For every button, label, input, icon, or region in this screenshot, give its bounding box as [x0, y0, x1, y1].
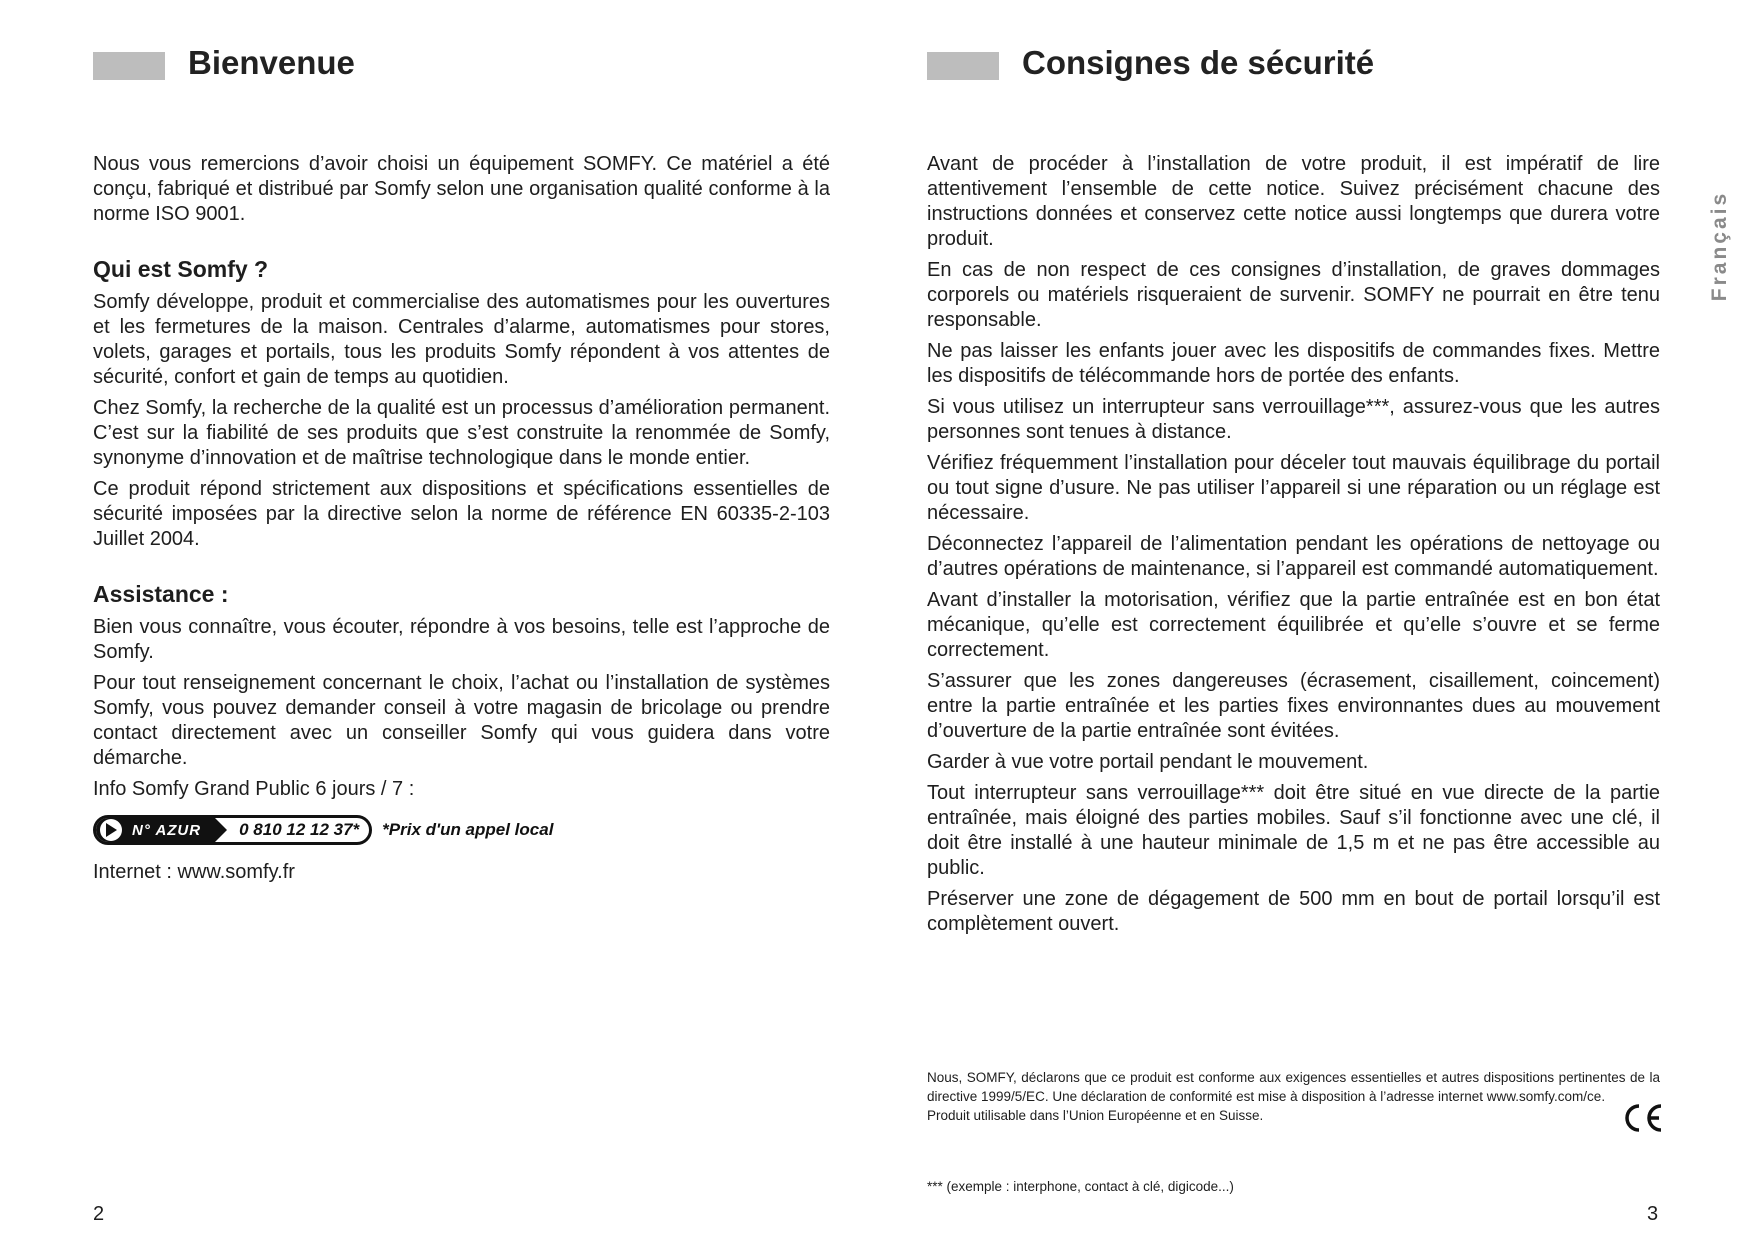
safety-paragraph: S’assurer que les zones dangereuses (écrasement, cisaillement, coincement) entre la partie entraînée et les parties fixes environnantes dues au mouvement d’ouverture de la partie entraînée sont évitées.	[927, 670, 1660, 742]
safety-paragraph: Tout interrupteur sans verrouillage*** doit être situé en vue directe de la partie entraînée, mais éloigné des parties mobiles. Sauf s’il fonctionne avec une clé, il doit être installé à une hauteur minimale de 1,5 m et ne pas être accessible au public.	[927, 782, 1660, 879]
safety-paragraph: Garder à vue votre portail pendant le mouvement.	[927, 751, 1369, 773]
azur-pill	[93, 815, 372, 845]
title-marker-bar	[93, 52, 165, 80]
paragraph: Chez Somfy, la recherche de la qualité est un processus d’amélioration permanent. C’est sur la fiabilité de ses produits que s’est construite la renommée de Somfy, synonyme d’innovation et de maîtrise technologique dans le monde entier.	[93, 397, 830, 469]
right-page	[927, 40, 1660, 943]
safety-paragraph: Avant d’installer la motorisation, vérifiez que la partie entraînée est en bon état mécanique, qu’elle est correctement équilibrée et qu’elle s’ouvre et se ferme correctement.	[927, 589, 1660, 661]
play-arrow-icon	[100, 819, 122, 841]
safety-paragraph: Déconnectez l’appareil de l’alimentation pendant les opérations de nettoyage ou d’autres opérations de maintenance, si l’appareil est commandé automatiquement.	[927, 533, 1660, 580]
paragraph: Somfy développe, produit et commercialise des automatismes pour les ouvertures et les fermetures de la maison. Centrales d’alarme, automatismes pour stores, volets, garages et portails, tous les produits Somfy répondent à vos attentes de sécurité, confort et gain de temps au quotidien.	[93, 291, 830, 388]
right-title-row	[927, 40, 1660, 92]
language-side-tab	[1707, 187, 1733, 305]
usage-text: Produit utilisable dans l’Union Européenne et en Suisse.	[927, 1108, 1264, 1123]
internet-line: Internet : www.somfy.fr	[93, 861, 295, 883]
page-title: Bienvenue	[188, 44, 355, 81]
language-label: Français	[1708, 190, 1731, 302]
azur-label: N° AZUR	[132, 821, 202, 839]
section-heading-qui-est-somfy: Qui est Somfy ?	[93, 256, 269, 282]
azur-phone-badge	[93, 812, 830, 848]
footnote: *** (exemple : interphone, contact à clé, digicode...)	[927, 1179, 1234, 1194]
info-line: Info Somfy Grand Public 6 jours / 7 :	[93, 778, 415, 800]
azur-label-block	[96, 818, 215, 842]
safety-paragraph: Ne pas laisser les enfants jouer avec les dispositifs de commandes fixes. Mettre les dispositifs de télécommande hors de portée des enfants.	[927, 340, 1660, 387]
page-number-right: 3	[1647, 1203, 1659, 1225]
page-number-left: 2	[93, 1203, 105, 1225]
section-heading-assistance: Assistance :	[93, 581, 229, 607]
title-marker-bar	[927, 52, 999, 80]
paragraph: Bien vous connaître, vous écouter, répondre à vos besoins, telle est l’approche de Somfy.	[93, 616, 830, 663]
ce-mark-icon	[1620, 1102, 1664, 1134]
paragraph: Pour tout renseignement concernant le choix, l’achat ou l’installation de systèmes Somfy, vous pouvez demander conseil à votre magasin de bricolage ou prendre contact directement avec un conseiller Somfy qui vous guidera dans votre démarche.	[93, 672, 830, 769]
paragraph: Ce produit répond strictement aux dispositions et spécifications essentielles de sécurité imposées par la directive selon la norme de référence EN 60335-2-103 Juillet 2004.	[93, 478, 830, 550]
safety-paragraph: Avant de procéder à l’installation de votre produit, il est impératif de lire attentivement l’ensemble de cette notice. Suivez précisément chacune des instructions données et conservez cette notice aussi longtemps que durera votre produit.	[927, 153, 1660, 250]
declaration-text: Nous, SOMFY, déclarons que ce produit est conforme aux exigences essentielles et autres dispositions pertinentes de la directive 1999/5/EC. Une déclaration de conformité est mise à disposition à l’adresse internet www.somfy.com/ce.	[927, 1070, 1660, 1104]
azur-price-note: *Prix d'un appel local	[382, 820, 554, 839]
safety-paragraph: En cas de non respect de ces consignes d’installation, de graves dommages corporels ou matériels risqueraient de survenir. SOMFY ne pourrait en être tenu responsable.	[927, 259, 1660, 331]
left-title-row	[93, 40, 830, 92]
conformity-declaration	[927, 1068, 1660, 1125]
safety-paragraph: Vérifiez fréquemment l’installation pour déceler tout mauvais équilibrage du portail ou tout signe d’usure. Ne pas utiliser l’appareil si une réparation ou un réglage est nécessaire.	[927, 452, 1660, 524]
intro-paragraph: Nous vous remercions d’avoir choisi un équipement SOMFY. Ce matériel a été conçu, fabriqué et distribué par Somfy selon une organisation qualité conforme à la norme ISO 9001.	[93, 153, 830, 225]
safety-paragraph: Si vous utilisez un interrupteur sans verrouillage***, assurez-vous que les autres personnes sont tenues à distance.	[927, 396, 1660, 443]
azur-phone-number: 0 810 12 12 37*	[239, 820, 360, 839]
safety-paragraph: Préserver une zone de dégagement de 500 mm en bout de portail lorsqu’il est complètement ouvert.	[927, 888, 1660, 935]
page-title: Consignes de sécurité	[1022, 44, 1375, 81]
left-page	[93, 40, 830, 891]
